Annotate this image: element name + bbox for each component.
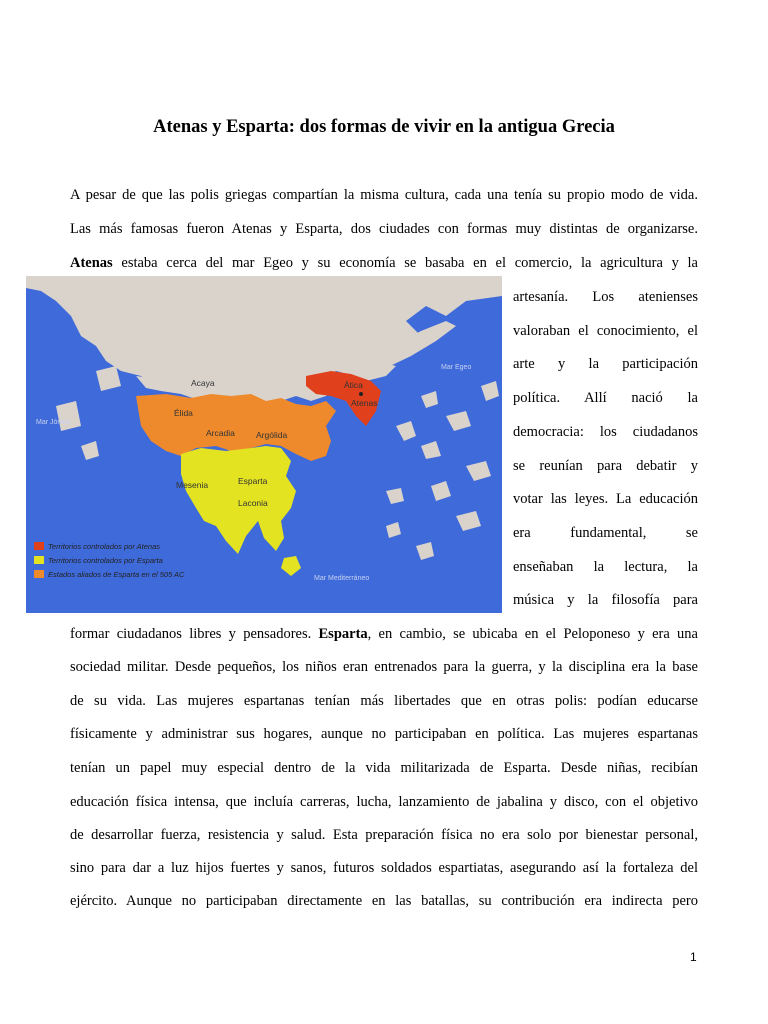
paragraph-line: democracia: los ciudadanos xyxy=(513,424,698,440)
paragraph-line: de su vida. Las mujeres espartanas tenían más libertades que en otras polis: podían educarse xyxy=(70,693,698,709)
label-laconia: Laconia xyxy=(238,498,268,508)
label-acaya: Acaya xyxy=(191,378,215,388)
sea-label-ionian: Mar Jónico xyxy=(36,419,71,426)
label-arcadia: Arcadia xyxy=(206,428,235,438)
sea-label-mediterranean: Mar Mediterráneo xyxy=(314,575,370,582)
label-mesenia: Mesenia xyxy=(176,480,209,490)
paragraph-line: ejército. Aunque no participaban directamente en las batallas, su contribución era indirecta pero xyxy=(70,893,698,909)
paragraph-line: votar las leyes. La educación xyxy=(513,491,698,507)
label-argolida: Argólida xyxy=(256,430,288,440)
paragraph-line: sociedad militar. Desde pequeños, los niños eran entrenados para la guerra, y la disciplina era la base xyxy=(70,659,698,675)
page-title: Atenas y Esparta: dos formas de vivir en la antigua Grecia xyxy=(153,117,615,137)
page-number: 1 xyxy=(690,950,697,964)
paragraph-line: de desarrollar fuerza, resistencia y salud. Esta preparación física no era solo por bienestar personal, xyxy=(70,827,698,843)
label-atenas: Atenas xyxy=(351,398,378,408)
sea-label-aegean: Mar Egeo xyxy=(441,364,472,371)
paragraph-line: era fundamental, se xyxy=(513,525,698,541)
paragraph-line: valoraban el conocimiento, el xyxy=(513,323,698,339)
legend-swatch-sparta xyxy=(34,556,44,564)
label-elida: Élida xyxy=(174,408,193,418)
esparta-bold-term: Esparta xyxy=(318,626,368,642)
paragraph-line: A pesar de que las polis griegas compartían la misma cultura, cada una tenía su propio modo de vida. xyxy=(70,187,698,203)
paragraph-text: estaba cerca del mar Egeo y su economía se basaba en el comercio, la agricultura y la xyxy=(112,255,698,271)
paragraph-line: físicamente y administrar sus hogares, aunque no participaban en política. Las mujeres espartanas xyxy=(70,726,698,742)
paragraph-line: artesanía. Los atenienses xyxy=(513,289,698,305)
paragraph-line: educación física intensa, que incluía carreras, lucha, lanzamiento de jabalina y disco, con el objetivo xyxy=(70,794,698,810)
paragraph-line: enseñaban la lectura, la xyxy=(513,559,698,575)
legend-swatch-allies xyxy=(34,570,44,578)
paragraph-text: formar ciudadanos libres y pensadores. xyxy=(70,626,319,642)
greece-map xyxy=(26,276,502,613)
legend-label-athens: Territorios controlados por Atenas xyxy=(48,542,161,551)
paragraph-text: , en cambio, se ubicaba en el Peloponeso y era una xyxy=(367,626,698,642)
legend-label-sparta: Territorios controlados por Esparta xyxy=(48,556,163,565)
label-atica: Ática xyxy=(344,380,363,390)
legend-label-allies: Estados aliados de Esparta en el 505 AC xyxy=(48,570,185,579)
label-esparta: Esparta xyxy=(238,476,268,486)
paragraph-line: arte y la participación xyxy=(513,356,698,372)
paragraph-line: Las más famosas fueron Atenas y Esparta, dos ciudades con formas muy distintas de organizarse. xyxy=(70,221,698,237)
paragraph-line: tenían un papel muy especial dentro de la vida militarizada de Esparta. Desde niñas, recibían xyxy=(70,760,698,776)
legend-swatch-athens xyxy=(34,542,44,550)
paragraph-line xyxy=(70,625,698,643)
paragraph-line: se reunían para debatir y xyxy=(513,458,698,474)
paragraph-line xyxy=(70,254,698,272)
paragraph-line: música y la filosofía para xyxy=(513,592,698,608)
atenas-bold-term: Atenas xyxy=(70,255,113,271)
paragraph-line: política. Allí nació la xyxy=(513,390,698,406)
paragraph-line: sino para dar a luz hijos fuertes y sanos, futuros soldados espartiatas, asegurando así la fortaleza del xyxy=(70,860,698,876)
athens-marker xyxy=(359,392,363,396)
